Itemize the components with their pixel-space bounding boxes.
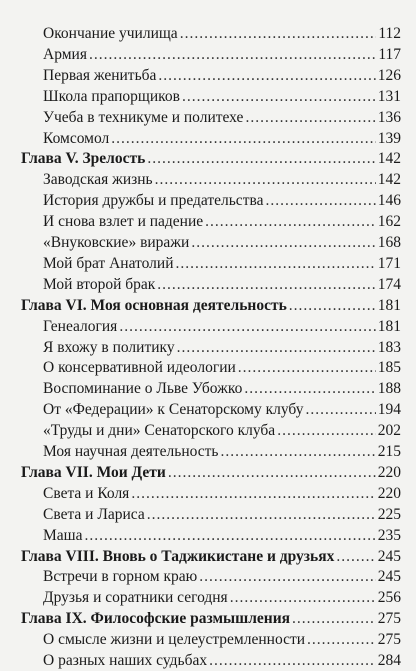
page-number: 174: [377, 275, 401, 293]
entry-title: Учеба в техникуме и политехе: [43, 108, 244, 126]
dot-leader: [119, 317, 375, 337]
dot-leader: [199, 567, 376, 587]
page-number: 112: [378, 25, 401, 42]
dot-leader: [289, 296, 376, 316]
toc-entry-row: [0, 379, 416, 399]
dot-leader: [158, 66, 375, 86]
toc-chapter-row: [0, 463, 416, 483]
page-number: 181: [377, 296, 401, 314]
entry-title: Армия: [43, 45, 87, 63]
page-number: 235: [377, 526, 401, 544]
dot-leader: [177, 338, 376, 358]
entry-title: Маша: [43, 526, 83, 544]
dot-leader: [89, 45, 376, 65]
toc-entry-row: [0, 442, 416, 462]
entry-title: О смысле жизни и целеустремленности: [43, 631, 306, 649]
toc-entry-row: [0, 526, 416, 546]
toc-chapter-row: [0, 149, 416, 169]
chapter-title: Глава VI. Моя основная деятельность: [21, 296, 287, 314]
toc-entry-row: [0, 630, 416, 650]
entry-title: «Труды и дни» Сенаторского клуба: [43, 422, 276, 440]
entry-title: Комсомол: [43, 129, 110, 147]
entry-title: Школа прапорщиков: [43, 87, 180, 105]
entry-title: Моя научная деятельность: [43, 443, 219, 460]
dot-leader: [155, 170, 376, 190]
page-number: 245: [377, 568, 401, 586]
entry-title: Мой брат Анатолий: [43, 254, 174, 272]
page-number: 117: [378, 45, 401, 63]
page-number: 194: [377, 401, 401, 419]
toc-entry-row: [0, 129, 416, 149]
page-number: 146: [377, 192, 401, 210]
chapter-title: Глава VIII. Вновь о Таджикистане и друзьях: [21, 547, 335, 565]
toc-entry-row: [0, 87, 416, 107]
entry-title: Окончание училища: [43, 25, 178, 42]
dot-leader: [220, 442, 375, 462]
dot-leader: [245, 108, 375, 128]
dot-leader: [292, 609, 376, 629]
toc-entry-row: [0, 651, 416, 671]
page-number: 284: [377, 652, 401, 669]
page-number: 275: [377, 610, 401, 628]
toc-entry-row: [0, 191, 416, 211]
entry-title: Света и Лариса: [43, 505, 145, 523]
toc-entry-row: [0, 108, 416, 128]
toc-entry-row: [0, 358, 416, 378]
entry-title: Первая женитьба: [43, 66, 157, 84]
toc-chapter-row: [0, 296, 416, 316]
entry-title: Мой второй брак: [43, 275, 156, 293]
page-number: 220: [377, 484, 401, 502]
dot-leader: [265, 191, 375, 211]
dot-leader: [157, 275, 375, 295]
dot-leader: [238, 358, 376, 378]
entry-title: О консервативной идеологии: [43, 359, 236, 377]
toc-entry-row: [0, 400, 416, 420]
toc-entry-row: [0, 421, 416, 441]
entry-title: История дружбы и предательства: [43, 192, 264, 210]
dot-leader: [209, 651, 376, 671]
page-number: 142: [377, 150, 401, 168]
dot-leader: [182, 87, 376, 107]
entry-title: Света и Коля: [43, 484, 130, 502]
dot-leader: [205, 212, 376, 232]
toc-entry-row: [0, 254, 416, 274]
dot-leader: [180, 24, 377, 44]
page-number: 168: [377, 234, 401, 251]
chapter-title: Глава IX. Философские размышления: [21, 610, 291, 628]
dot-leader: [84, 526, 375, 546]
chapter-title: Глава VII. Мои Дети: [21, 463, 166, 481]
page-number: 245: [377, 547, 401, 565]
page-number: 181: [377, 317, 401, 335]
page-number: 162: [377, 213, 401, 231]
page-number: 126: [377, 66, 401, 84]
dot-leader: [147, 505, 376, 525]
dot-leader: [336, 547, 375, 567]
entry-title: «Внуковские» виражи: [43, 234, 190, 251]
entry-title: Генеалогия: [43, 317, 118, 335]
page-number: 185: [377, 359, 401, 377]
page-number: 139: [377, 129, 401, 147]
toc-entry-row: [0, 233, 416, 253]
page-number: 136: [377, 108, 401, 126]
toc-chapter-row: [0, 609, 416, 629]
page-number: 142: [377, 171, 401, 189]
toc-entry-row: [0, 317, 416, 337]
page-number: 171: [377, 254, 401, 272]
toc-entry-row: [0, 338, 416, 358]
toc-entry-row: [0, 588, 416, 608]
chapter-title: Глава V. Зрелость: [21, 150, 146, 168]
toc-entry-row: [0, 505, 416, 525]
dot-leader: [131, 484, 375, 504]
page-number: 256: [377, 589, 401, 607]
page-number: 220: [377, 463, 401, 481]
toc-entry-row: [0, 275, 416, 295]
page-number: 131: [377, 87, 401, 105]
toc-chapter-row: [0, 547, 416, 567]
dot-leader: [111, 129, 375, 149]
toc-entry-row: [0, 45, 416, 65]
dot-leader: [168, 463, 376, 483]
page-number: 225: [377, 505, 401, 523]
toc-entry-row: [0, 66, 416, 86]
entry-title: Я вхожу в политику: [43, 338, 175, 356]
toc-entry-row: [0, 484, 416, 504]
dot-leader: [191, 233, 375, 253]
entry-title: Встречи в горном краю: [43, 568, 198, 586]
entry-title: Заводская жизнь: [43, 171, 153, 189]
dot-leader: [147, 149, 375, 169]
page-number: 215: [377, 443, 401, 460]
entry-title: И снова взлет и падение: [43, 213, 204, 231]
toc-entry-row: [0, 170, 416, 190]
toc-entry-row: [0, 24, 416, 44]
entry-title: О разных наших судьбах: [43, 652, 208, 669]
toc-entry-row: [0, 212, 416, 232]
page-number: 202: [377, 422, 401, 440]
page-number: 188: [377, 380, 401, 398]
dot-leader: [244, 379, 375, 399]
dot-leader: [176, 254, 376, 274]
dot-leader: [307, 630, 376, 650]
dot-leader: [305, 400, 375, 420]
dot-leader: [277, 421, 376, 441]
page-number: 183: [377, 338, 401, 356]
entry-title: Друзья и соратники сегодня: [43, 589, 228, 607]
toc-entry-row: [0, 567, 416, 587]
dot-leader: [230, 588, 376, 608]
entry-title: От «Федерации» к Сенаторскому клубу: [43, 401, 304, 419]
page-number: 275: [377, 631, 401, 649]
entry-title: Воспоминание о Льве Убожко: [43, 380, 243, 398]
